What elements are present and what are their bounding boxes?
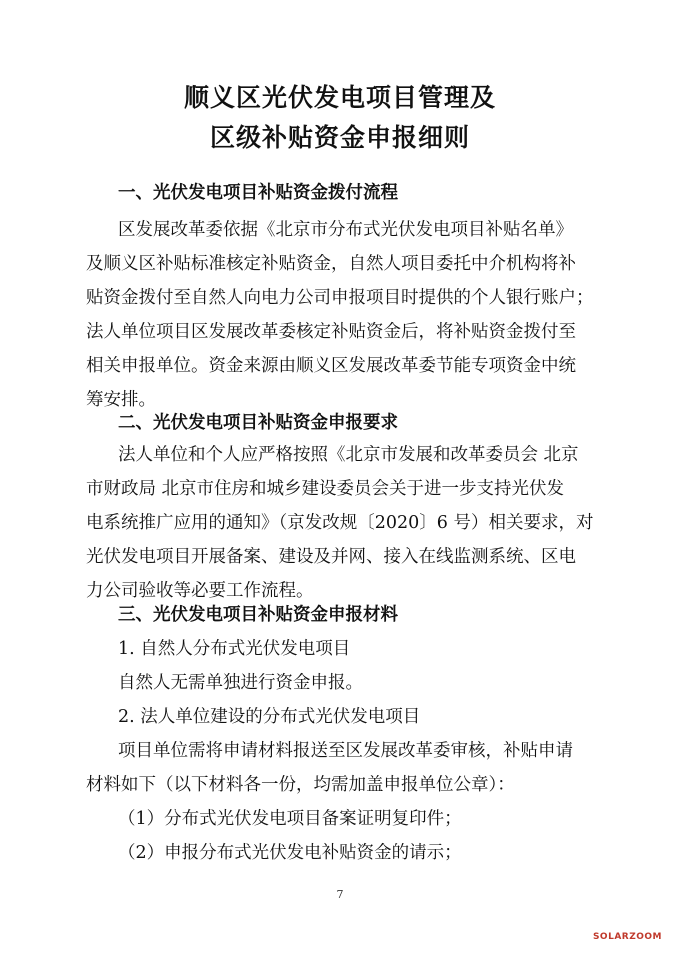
paragraph-line: 筹安排。	[86, 390, 156, 410]
list-item: （2）申报分布式光伏发电补贴资金的请示；	[118, 843, 462, 863]
paragraph-line: 及顺义区补贴标准核定补贴资金，自然人项目委托中介机构将补	[86, 254, 576, 274]
paragraph-line: 区发展改革委依据《北京市分布式光伏发电项目补贴名单》	[118, 220, 573, 240]
subsection-heading: 1. 自然人分布式光伏发电项目	[118, 639, 351, 659]
section-2-heading: 二、光伏发电项目补贴资金申报要求	[118, 413, 398, 433]
paragraph-line: 自然人无需单独进行资金申报。	[118, 673, 363, 693]
paragraph-line: 法人单位项目区发展改革委核定补贴资金后，将补贴资金拨付至	[86, 322, 576, 342]
paragraph-line: 电系统推广应用的通知》（京发改规〔2020〕6 号）相关要求，对	[86, 513, 594, 533]
subsection-heading: 2. 法人单位建设的分布式光伏发电项目	[118, 707, 421, 727]
paragraph-line: 相关申报单位。资金来源由顺义区发展改革委节能专项资金中统	[86, 356, 576, 376]
document-title-line-1: 顺义区光伏发电项目管理及	[183, 83, 496, 112]
section-3-heading: 三、光伏发电项目补贴资金申报材料	[118, 605, 398, 625]
document-title-line-2: 区级补贴资金申报细则	[209, 123, 470, 152]
paragraph-line: 市财政局 北京市住房和城乡建设委员会关于进一步支持光伏发	[86, 479, 565, 499]
section-1-heading: 一、光伏发电项目补贴资金拨付流程	[118, 183, 398, 203]
paragraph-line: 法人单位和个人应严格按照《北京市发展和改革委员会 北京	[118, 445, 579, 465]
list-item: （1）分布式光伏发电项目备案证明复印件；	[118, 809, 462, 829]
paragraph-line: 项目单位需将申请材料报送至区发展改革委审核，补贴申请	[118, 741, 573, 761]
paragraph-line: 材料如下（以下材料各一份，均需加盖申报单位公章）：	[86, 775, 515, 795]
watermark-logo: SOLARZOOM	[592, 932, 662, 942]
paragraph-line: 光伏发电项目开展备案、建设及并网、接入在线监测系统、区电	[86, 547, 576, 567]
page-number: 7	[336, 888, 344, 901]
paragraph-line: 贴资金拨付至自然人向电力公司申报项目时提供的个人银行账户；	[86, 288, 594, 308]
paragraph-line: 力公司验收等必要工作流程。	[86, 581, 314, 601]
